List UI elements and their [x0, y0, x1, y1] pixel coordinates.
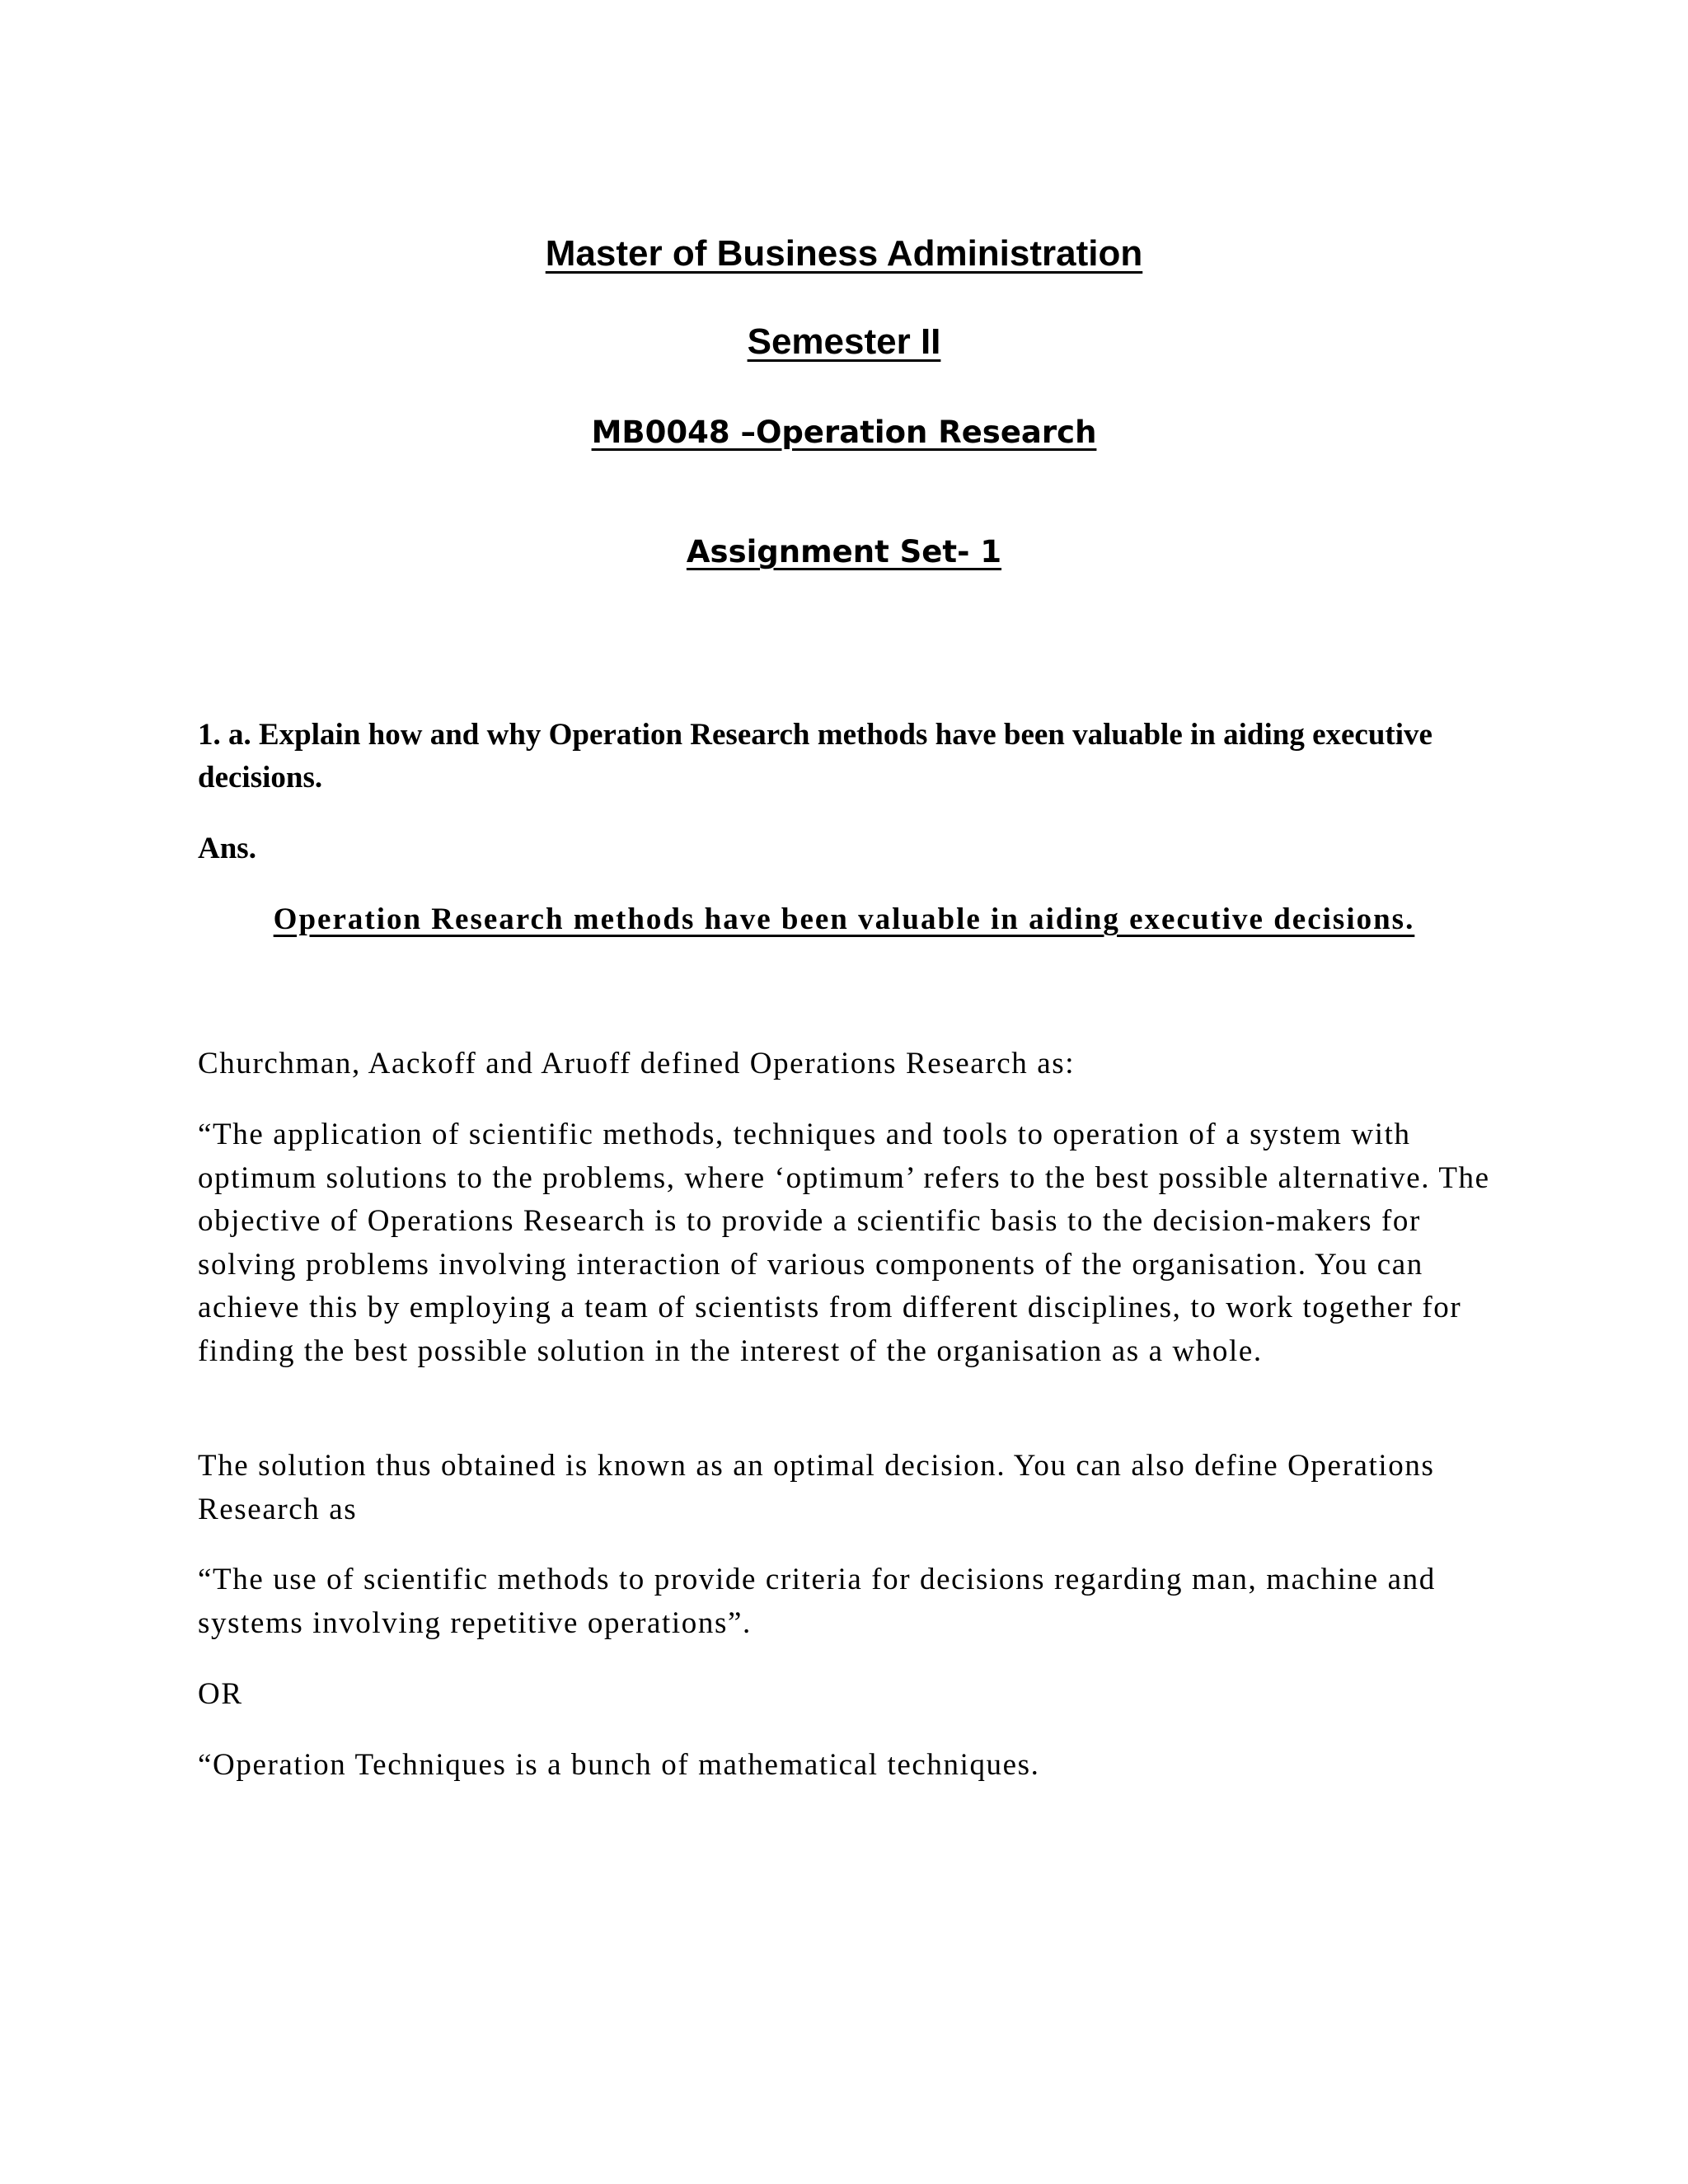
- assignment-title: Assignment Set- 1: [686, 534, 1002, 569]
- answer-paragraph: Churchman, Aackoff and Aruoff defined Operations Research as:: [198, 1047, 1076, 1080]
- question-text: 1. a. Explain how and why Operation Research methods have been valuable in aiding executive decisions.: [198, 718, 1432, 794]
- answer-label: Ans.: [198, 832, 256, 865]
- answer-heading: Operation Research methods have been valuable in aiding executive decisions.: [273, 902, 1415, 936]
- program-title: Master of Business Administration: [545, 233, 1143, 274]
- course-title: MB0048 –Operation Research: [591, 415, 1097, 450]
- answer-paragraph: “Operation Techniques is a bunch of mathematical techniques.: [198, 1748, 1040, 1782]
- semester-title: Semester II: [747, 321, 941, 362]
- answer-paragraph: The solution thus obtained is known as an optimal decision. You can also define Operations Research as: [198, 1449, 1435, 1526]
- answer-paragraph: OR: [198, 1677, 243, 1711]
- answer-paragraph: “The application of scientific methods, techniques and tools to operation of a system with optimum solutions to the problems, where ‘optimum’ refers to the best possible alternative. The objective of Operations Research is to provide a scientific basis to the decision-makers for solving problems involving interaction of various components of the organisation. You can achieve this by employing a team of scientists from different disciplines, to work together for finding the best possible solution in the interest of the organisation as a whole.: [198, 1118, 1490, 1368]
- answer-paragraph: “The use of scientific methods to provide criteria for decisions regarding man, machine and systems involving repetitive operations”.: [198, 1563, 1436, 1640]
